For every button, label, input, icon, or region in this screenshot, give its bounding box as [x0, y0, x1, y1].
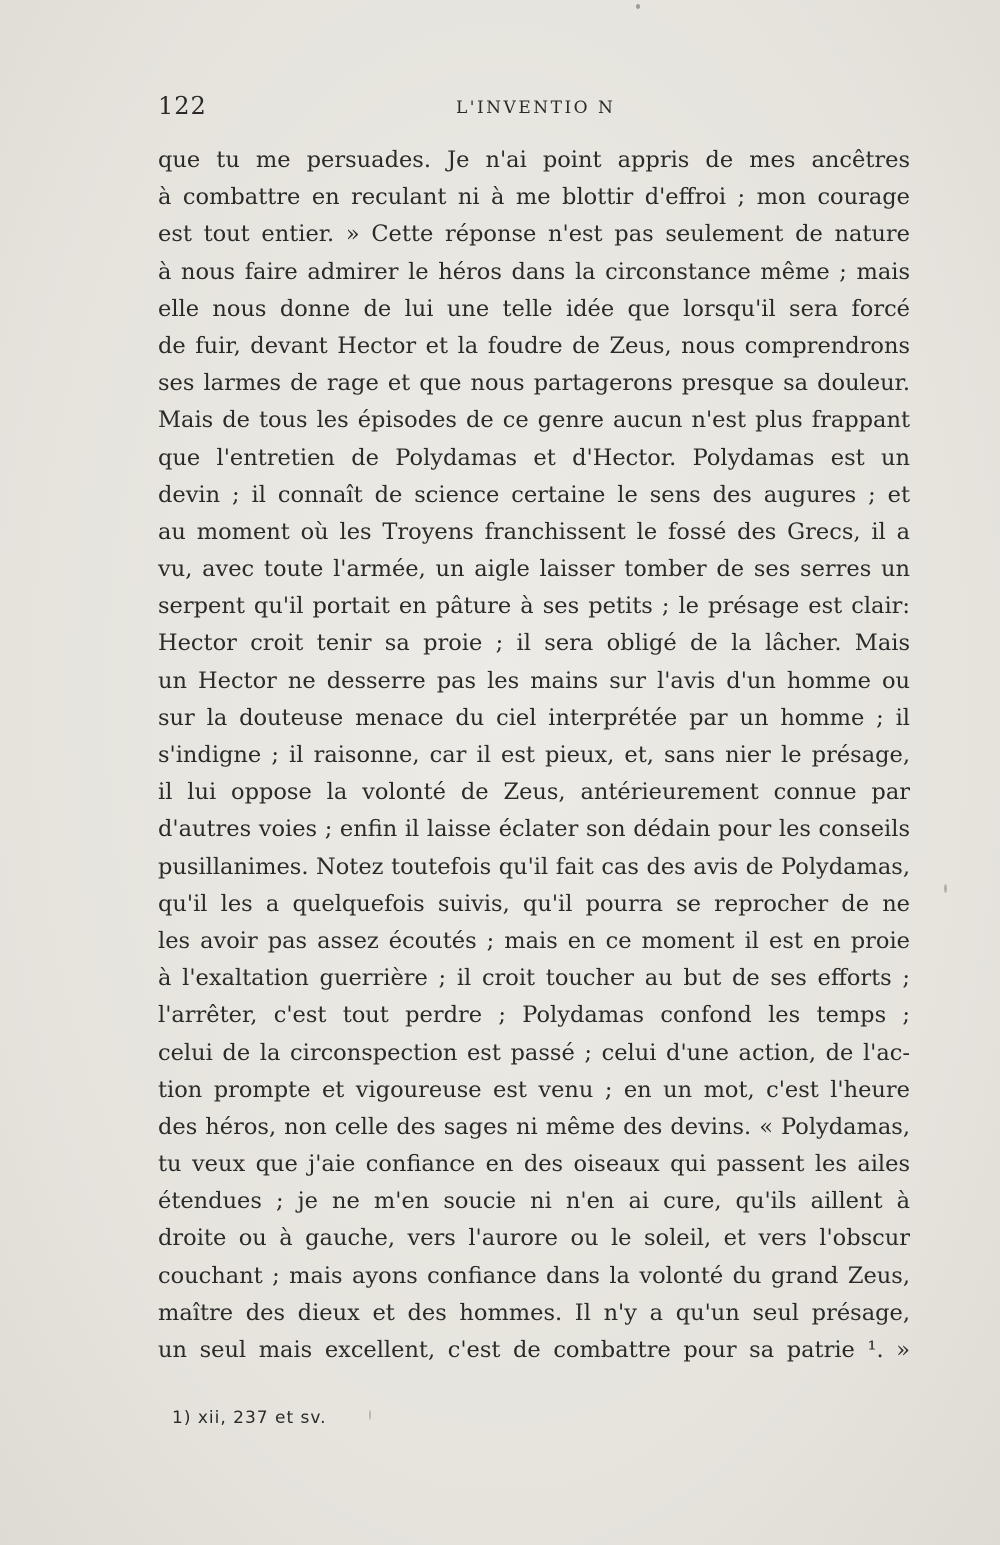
text-line: à nous faire admirer le héros dans la circonstance même ; mais [158, 258, 910, 285]
text-line: les avoir pas assez écoutés ; mais en ce moment il est en proie [158, 927, 910, 954]
text-line: que l'entretien de Polydamas et d'Hector. Polydamas est un [158, 444, 910, 471]
text-line: qu'il les a quelquefois suivis, qu'il pourra se reprocher de ne [158, 890, 910, 917]
text-line: tu veux que j'aie confiance en des oiseaux qui passent les ailes [158, 1151, 910, 1178]
text-line: Mais de tous les épisodes de ce genre aucun n'est plus frappant [158, 407, 910, 434]
paper-speck [369, 1410, 371, 1420]
text-line: étendues ; je ne m'en soucie ni n'en ai cure, qu'ils aillent à [158, 1188, 910, 1215]
text-line: un seul mais excellent, c'est de combattre pour sa patrie ¹. » [158, 1337, 910, 1363]
paper-speck [944, 884, 947, 893]
text-line: il lui oppose la volonté de Zeus, antérieurement connue par [158, 779, 910, 806]
running-head: L'INVENTIO N [456, 98, 616, 118]
text-line: serpent qu'il portait en pâture à ses petits ; le présage est clair: [158, 593, 910, 620]
text-line: sur la douteuse menace du ciel interprétée par un homme ; il [158, 704, 910, 731]
text-line: devin ; il connaît de science certaine le sens des augures ; et [158, 481, 910, 508]
text-line: d'autres voies ; enfin il laisse éclater son dédain pour les conseils [158, 816, 910, 843]
text-line: des héros, non celle des sages ni même des devins. « Polydamas, [158, 1113, 910, 1140]
text-line: elle nous donne de lui une telle idée que lorsqu'il sera forcé [158, 295, 910, 322]
text-line: à combattre en reculant ni à me blottir d'effroi ; mon courage [158, 184, 910, 211]
text-line: pusillanimes. Notez toutefois qu'il fait cas des avis de Polydamas, [158, 853, 910, 880]
text-line: vu, avec toute l'armée, un aigle laisser tomber de ses serres un [158, 556, 910, 583]
text-line: Hector croit tenir sa proie ; il sera obligé de la lâcher. Mais [158, 630, 910, 657]
text-line: l'arrêter, c'est tout perdre ; Polydamas confond les temps ; [158, 1002, 910, 1029]
text-line: s'indigne ; il raisonne, car il est pieux, et, sans nier le présage, [158, 742, 910, 768]
text-line: couchant ; mais ayons confiance dans la volonté du grand Zeus, [158, 1262, 910, 1289]
text-line: ses larmes de rage et que nous partagerons presque sa douleur. [158, 370, 910, 397]
text-line: au moment où les Troyens franchissent le fossé des Grecs, il a [158, 518, 910, 545]
footnote: 1) xii, 237 et sv. [172, 1408, 327, 1428]
text-line: un Hector ne desserre pas les mains sur l'avis d'un homme ou [158, 667, 910, 694]
page-header [158, 92, 918, 132]
text-line: de fuir, devant Hector et la foudre de Zeus, nous comprendrons [158, 332, 910, 359]
text-line: celui de la circonspection est passé ; celui d'une action, de l'ac- [158, 1039, 910, 1066]
text-line: à l'exaltation guerrière ; il croit toucher au but de ses efforts ; [158, 965, 910, 992]
text-line: tion prompte et vigoureuse est venu ; en un mot, c'est l'heure [158, 1076, 910, 1103]
text-line: maître des dieux et des hommes. Il n'y a qu'un seul présage, [158, 1299, 910, 1326]
text-line: est tout entier. » Cette réponse n'est pas seulement de nature [158, 221, 910, 248]
text-line: droite ou à gauche, vers l'aurore ou le soleil, et vers l'obscur [158, 1225, 910, 1252]
body-text [158, 142, 910, 1369]
text-line: que tu me persuades. Je n'ai point appris de mes ancêtres [158, 147, 910, 173]
paper-speck [636, 4, 640, 9]
page-number: 122 [158, 92, 207, 120]
